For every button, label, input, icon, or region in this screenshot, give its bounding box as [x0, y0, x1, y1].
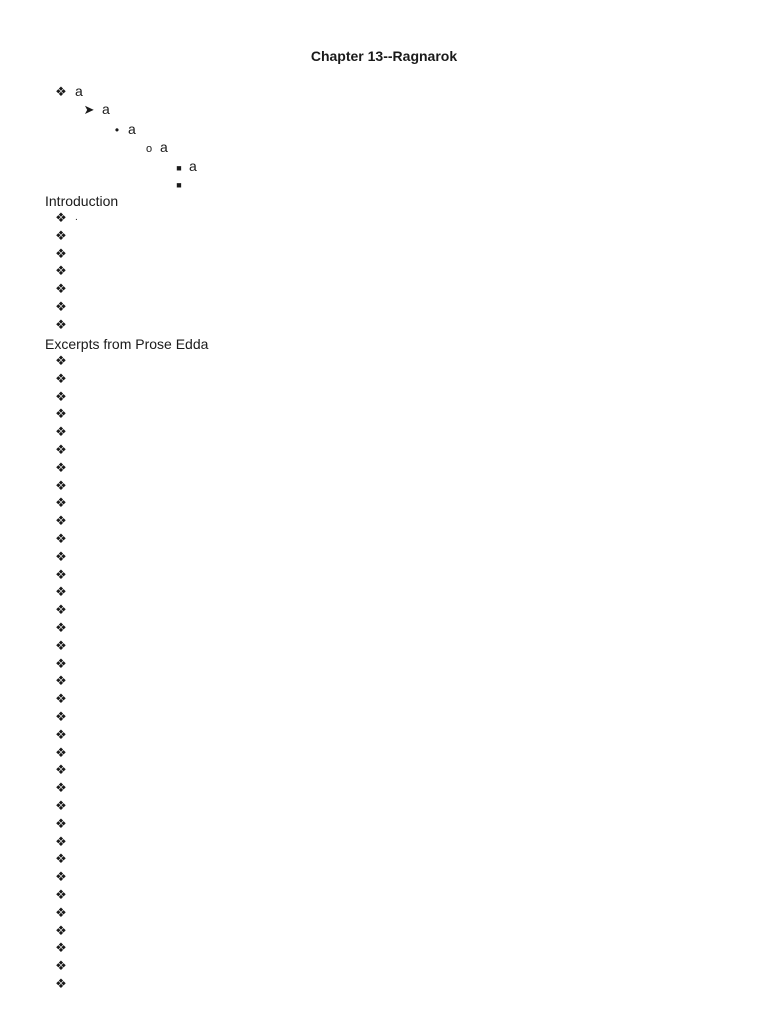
list-item	[53, 512, 75, 530]
list-item	[53, 886, 75, 904]
diamond-bullet-icon: ❖	[55, 495, 67, 511]
list-item	[53, 655, 75, 673]
list-item	[53, 850, 75, 868]
diamond-bullet-icon: ❖	[55, 851, 67, 867]
diamond-bullet-icon: ❖	[55, 441, 67, 457]
diamond-bullet-icon: ❖	[55, 263, 67, 279]
outline-level-5b	[175, 174, 189, 192]
list-item	[53, 690, 75, 708]
diamond-bullet-icon: ❖	[55, 370, 67, 386]
diamond-bullet-icon: ❖	[55, 353, 67, 368]
diamond-bullet-icon: ❖	[55, 673, 67, 689]
list-item	[53, 262, 78, 280]
diamond-bullet-icon: ❖	[55, 548, 67, 564]
diamond-bullet-icon: ❖	[55, 602, 67, 618]
diamond-bullet-icon: ❖	[55, 708, 67, 724]
list-item	[53, 227, 78, 245]
outline-level-4-text: a	[160, 139, 168, 155]
list-item	[53, 566, 75, 584]
outline-level-5	[175, 157, 197, 175]
list-item	[53, 672, 75, 690]
list-item	[53, 494, 75, 512]
list-item	[53, 833, 75, 851]
diamond-bullet-icon: ❖	[55, 797, 67, 813]
diamond-bullet-icon: ❖	[55, 316, 67, 332]
introduction-bullet-list	[53, 209, 78, 334]
diamond-bullet-icon: ❖	[55, 245, 67, 261]
square-bullet-icon: ■	[176, 163, 182, 173]
diamond-bullet-icon: ❖	[55, 584, 67, 600]
diamond-bullet-icon: ❖	[55, 530, 67, 546]
list-item	[53, 975, 75, 993]
diamond-bullet-icon: ❖	[55, 744, 67, 760]
diamond-bullet-icon: ❖	[55, 281, 67, 297]
list-item	[53, 245, 78, 263]
outline-level-2	[82, 100, 110, 118]
diamond-bullet-icon: ❖	[55, 886, 67, 902]
list-item	[53, 761, 75, 779]
list-item	[53, 726, 75, 744]
list-item	[53, 423, 75, 441]
list-item	[53, 957, 75, 975]
list-item	[53, 922, 75, 940]
outline-level-2-text: a	[102, 101, 110, 117]
list-item	[53, 405, 75, 423]
diamond-bullet-icon: ❖	[55, 227, 67, 243]
diamond-bullet-icon: ❖	[55, 940, 67, 956]
diamond-bullet-icon: ❖	[55, 815, 67, 831]
diamond-bullet-icon: ❖	[55, 84, 67, 99]
diamond-bullet-icon: ❖	[55, 762, 67, 778]
list-item	[53, 477, 75, 495]
list-item	[53, 601, 75, 619]
list-item	[53, 744, 75, 762]
list-item	[53, 548, 75, 566]
diamond-bullet-icon: ❖	[55, 833, 67, 849]
diamond-bullet-icon: ❖	[55, 513, 67, 529]
list-item	[53, 619, 75, 637]
outline-level-4	[144, 138, 168, 156]
list-item	[53, 209, 78, 227]
outline-level-1	[53, 82, 83, 100]
diamond-bullet-icon: ❖	[55, 904, 67, 920]
list-item	[53, 939, 75, 957]
section-heading-introduction: Introduction	[45, 193, 119, 209]
diamond-bullet-icon: ❖	[55, 459, 67, 475]
diamond-bullet-icon: ❖	[55, 477, 67, 493]
diamond-bullet-icon: ❖	[55, 958, 67, 974]
list-item	[53, 904, 75, 922]
dot-bullet-icon: •	[114, 123, 120, 137]
square-bullet-icon: ■	[176, 180, 182, 190]
section-heading-excerpts: Excerpts from Prose Edda	[45, 336, 209, 352]
list-item	[53, 779, 75, 797]
circle-bullet-icon: o	[145, 143, 153, 155]
list-item	[53, 868, 75, 886]
document-title: Chapter 13--Ragnarok	[310, 48, 458, 64]
list-item	[53, 708, 75, 726]
excerpts-bullet-list	[53, 352, 75, 993]
diamond-bullet-icon: ❖	[55, 210, 67, 225]
diamond-bullet-icon: ❖	[55, 922, 67, 938]
outline-level-3	[112, 120, 136, 138]
diamond-bullet-icon: ❖	[55, 566, 67, 582]
diamond-bullet-icon: ❖	[55, 655, 67, 671]
diamond-bullet-icon: ❖	[55, 406, 67, 422]
list-item	[53, 815, 75, 833]
outline-level-3-text: a	[128, 121, 136, 137]
list-item	[53, 370, 75, 388]
diamond-bullet-icon: ❖	[55, 424, 67, 440]
outline-level-5-text: a	[189, 158, 197, 174]
list-item	[53, 280, 78, 298]
list-item	[53, 388, 75, 406]
diamond-bullet-icon: ❖	[55, 637, 67, 653]
outline-level-1-text: a	[75, 83, 83, 99]
diamond-bullet-icon: ❖	[55, 726, 67, 742]
list-item	[53, 583, 75, 601]
diamond-bullet-icon: ❖	[55, 388, 67, 404]
list-item	[53, 459, 75, 477]
list-item	[53, 316, 78, 334]
diamond-bullet-icon: ❖	[55, 691, 67, 707]
list-item	[53, 441, 75, 459]
list-item	[53, 637, 75, 655]
diamond-bullet-icon: ❖	[55, 869, 67, 885]
diamond-bullet-icon: ❖	[55, 619, 67, 635]
list-item	[53, 530, 75, 548]
diamond-bullet-icon: ❖	[55, 975, 67, 991]
list-item-text: .	[75, 212, 78, 223]
diamond-bullet-icon: ❖	[55, 780, 67, 796]
diamond-bullet-icon: ❖	[55, 298, 67, 314]
list-item	[53, 298, 78, 316]
arrowhead-bullet-icon: ➤	[83, 102, 95, 117]
list-item	[53, 797, 75, 815]
list-item	[53, 352, 75, 370]
